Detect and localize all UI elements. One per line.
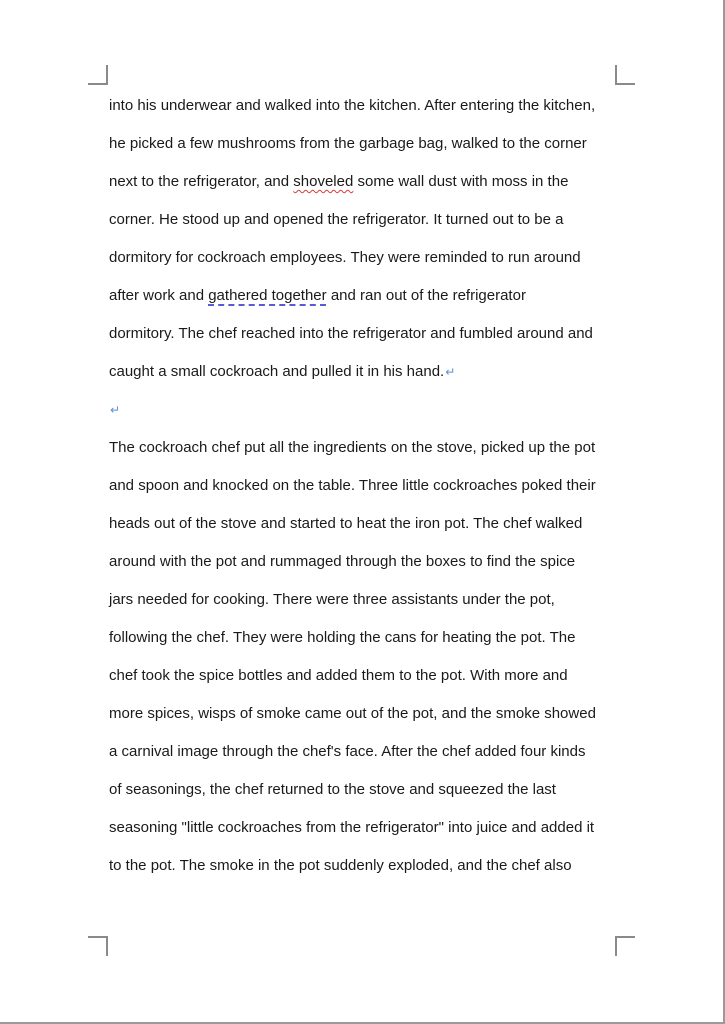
text-span: caught a small cockroach and pulled it in his hand. — [109, 363, 445, 380]
text-line: following the chef. They were holding the cans for heating the pot. The — [109, 629, 576, 646]
text-line: dormitory for cockroach employees. They were reminded to run around — [109, 249, 581, 266]
text-span: next to the refrigerator, and — [109, 173, 294, 190]
grammar-suggestion-phrase[interactable]: gathered together — [208, 287, 327, 304]
text-line — [109, 353, 629, 391]
text-line: The cockroach chef put all the ingredients on the stove, picked up the pot — [109, 439, 596, 456]
text-line: heads out of the stove and started to heat the iron pot. The chef walked — [109, 515, 583, 532]
text-line: seasoning "little cockroaches from the refrigerator" into juice and added it — [109, 819, 595, 836]
text-line: of seasonings, the chef returned to the stove and squeezed the last — [109, 781, 556, 798]
empty-paragraph — [109, 391, 629, 429]
text-line: jars needed for cooking. There were three assistants under the pot, — [109, 591, 555, 608]
text-line: into his underwear and walked into the kitchen. After entering the kitchen, — [109, 97, 596, 114]
top-right-crop-mark-icon — [615, 65, 635, 85]
text-span: after work and — [109, 287, 209, 304]
text-line: corner. He stood up and opened the refrigerator. It turned out to be a — [109, 211, 564, 228]
text-line — [109, 163, 629, 201]
text-line: chef took the spice bottles and added them to the pot. With more and — [109, 667, 568, 684]
text-line: around with the pot and rummaged through the boxes to find the spice — [109, 553, 576, 570]
paragraph-mark-icon: ↵ — [445, 365, 456, 379]
bottom-right-crop-mark-icon — [615, 936, 635, 956]
text-span: some wall dust with moss in the — [353, 173, 569, 190]
text-line: and spoon and knocked on the table. Three little cockroaches poked their — [109, 477, 596, 494]
text-line: dormitory. The chef reached into the refrigerator and fumbled around and — [109, 325, 593, 342]
spelling-error-word[interactable]: shoveled — [293, 173, 354, 190]
text-line — [109, 277, 629, 315]
text-line: to the pot. The smoke in the pot suddenly exploded, and the chef also — [109, 857, 572, 874]
text-line: more spices, wisps of smoke came out of the pot, and the smoke showed — [109, 705, 596, 722]
text-line: a carnival image through the chef's face. After the chef added four kinds — [109, 743, 586, 760]
paragraph-mark-icon: ↵ — [110, 403, 121, 417]
bottom-left-crop-mark-icon — [88, 936, 108, 956]
document-body[interactable] — [109, 87, 629, 885]
top-left-crop-mark-icon — [88, 65, 108, 85]
text-span: and ran out of the refrigerator — [326, 287, 526, 304]
text-line: he picked a few mushrooms from the garbage bag, walked to the corner — [109, 135, 587, 152]
